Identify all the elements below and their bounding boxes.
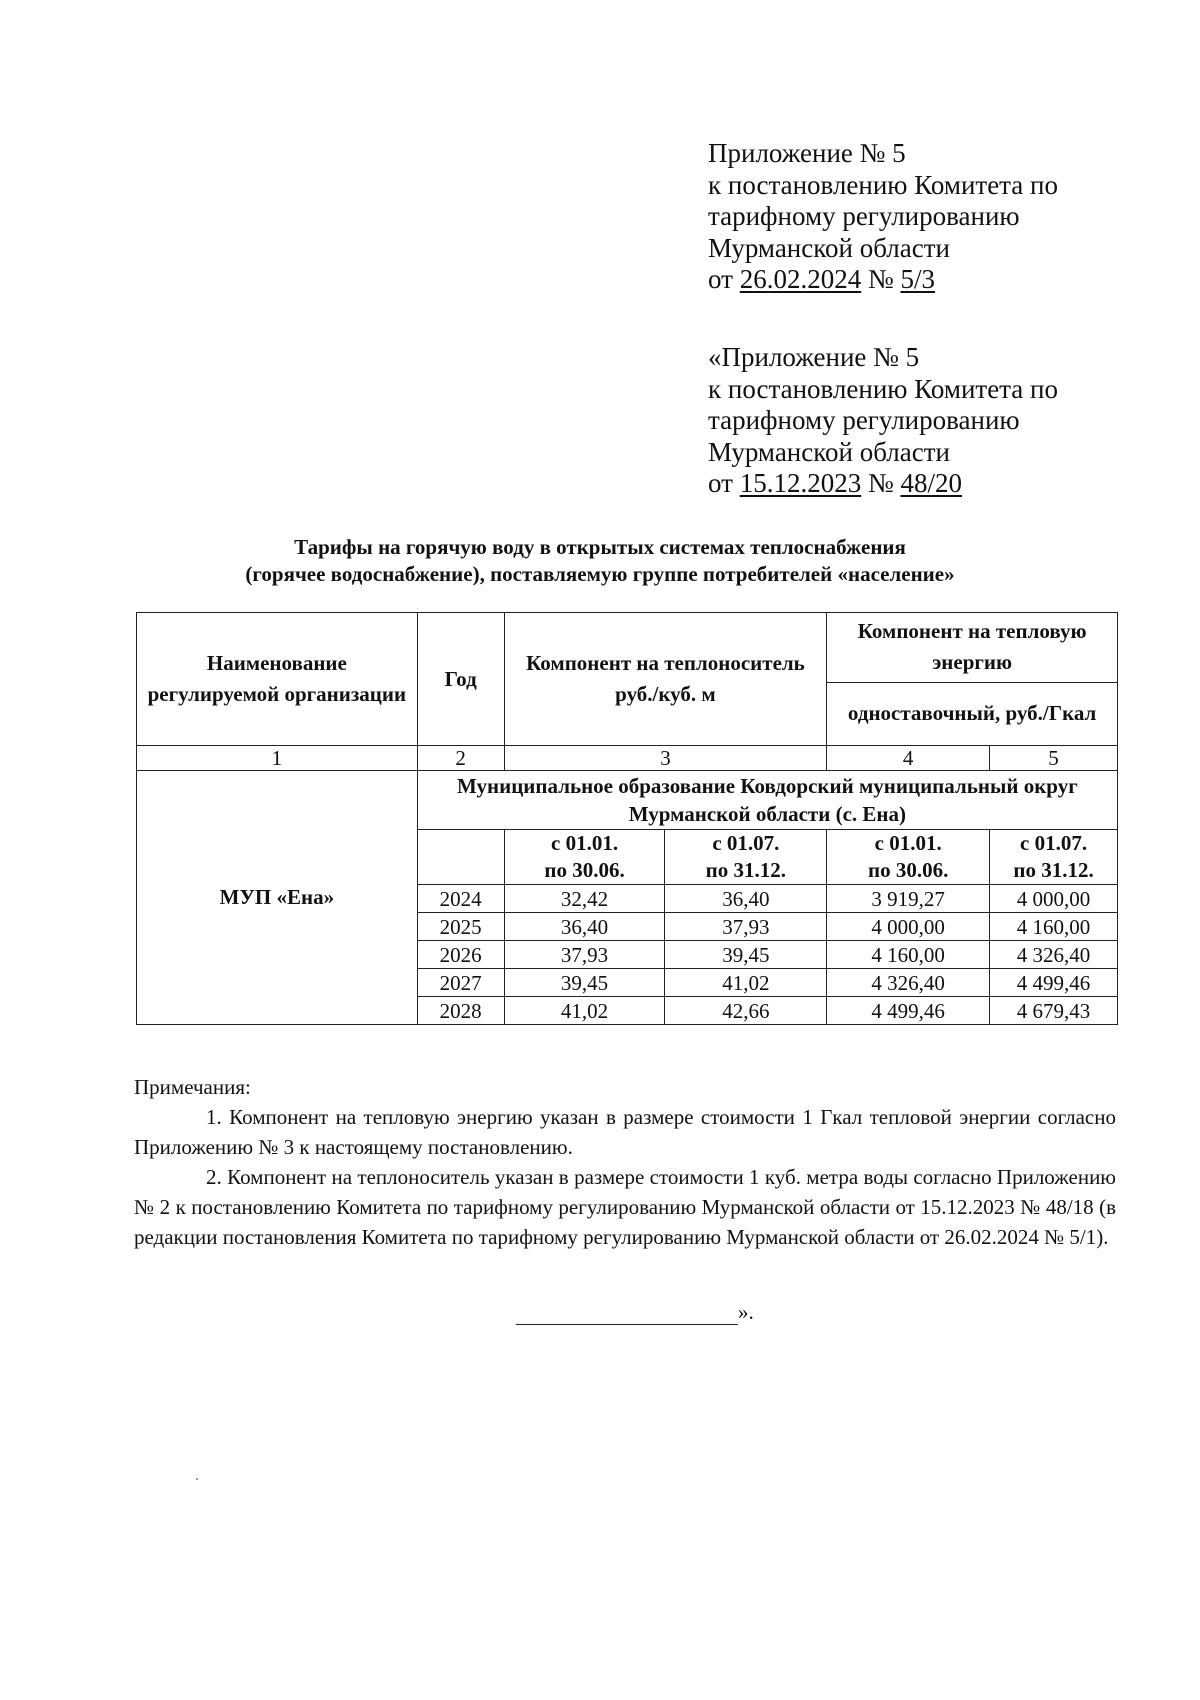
carrier-h2-cell: 42,66	[665, 997, 827, 1025]
appendix-date: 26.02.2024	[739, 264, 862, 294]
header-energy: Компонент на тепловую энергию	[827, 613, 1118, 683]
period-empty-cell	[417, 830, 504, 885]
carrier-h2-cell: 39,45	[665, 941, 827, 969]
year-cell: 2025	[417, 913, 504, 941]
closing-mark	[516, 1300, 754, 1325]
energy-h2-cell: 4 679,43	[990, 997, 1118, 1025]
appendix-date-line	[708, 468, 1058, 500]
closing-line	[516, 1304, 738, 1325]
column-number: 3	[504, 746, 827, 771]
header-organization: Наименование регулируемой организации	[137, 613, 418, 746]
date-prefix: от	[708, 264, 740, 294]
note-item: 2. Компонент на теплоноситель указан в размере стоимости 1 куб. метра воды согласно Приложению № 2 к постановлению Комитета по тарифному регулированию Мурманской области от 15.12.2023 № 48/18 (в редакции постановления Комитета по тарифному регулированию Мурманской области от 26.02.2024 № 5/1).	[134, 1165, 1116, 1249]
title-line: Тарифы на горячую воду в открытых системах теплоснабжения	[294, 535, 906, 559]
year-cell: 2026	[417, 941, 504, 969]
appendix-line: к постановлению Комитета по	[708, 169, 1058, 200]
appendix-line: тарифному регулированию	[708, 405, 1020, 435]
appendix-line: Приложение № 5	[708, 138, 906, 168]
carrier-h1-cell: 41,02	[504, 997, 665, 1025]
column-number: 4	[827, 746, 990, 771]
period-header: с 01.07. по 31.12.	[665, 830, 827, 885]
appendix-line: «Приложение № 5	[708, 342, 920, 372]
date-prefix: от	[708, 468, 740, 498]
header-energy-sub: одноставочный, руб./Гкал	[827, 682, 1118, 745]
period-header: с 01.01. по 30.06.	[827, 830, 990, 885]
column-number: 5	[990, 746, 1118, 771]
year-cell: 2024	[417, 885, 504, 913]
tariffs-table	[136, 612, 1118, 1025]
municipality-name: Муниципальное образование Ковдорский муниципальный округ Мурманской области (с. Ена)	[417, 771, 1117, 830]
energy-h1-cell: 4 000,00	[827, 913, 990, 941]
energy-h2-cell: 4 326,40	[990, 941, 1118, 969]
number-prefix: №	[861, 468, 901, 498]
header-carrier: Компонент на теплоноситель руб./куб. м	[504, 613, 827, 746]
notes-section	[134, 1072, 1116, 1252]
appendix-line: к постановлению Комитета по	[708, 373, 1058, 404]
carrier-h2-cell: 37,93	[665, 913, 827, 941]
year-cell: 2027	[417, 969, 504, 997]
note-item: 1. Компонент на тепловую энергию указан в размере стоимости 1 Гкал тепловой энергии согласно Приложению № 3 к настоящему постановлению.	[134, 1105, 1116, 1159]
carrier-h2-cell: 36,40	[665, 885, 827, 913]
energy-h2-cell: 4 499,46	[990, 969, 1118, 997]
title-line: (горячее водоснабжение), поставляемую группе потребителей «население»	[245, 562, 955, 586]
carrier-h1-cell: 36,40	[504, 913, 665, 941]
closing-quote: ».	[738, 1300, 754, 1324]
carrier-h1-cell: 39,45	[504, 969, 665, 997]
quoted-appendix-header	[708, 342, 1058, 500]
appendix-number: 48/20	[900, 468, 962, 498]
appendix-date: 15.12.2023	[739, 468, 862, 498]
organization-name: МУП «Ена»	[137, 771, 418, 1025]
column-number: 1	[137, 746, 418, 771]
column-number: 2	[417, 746, 504, 771]
header-year: Год	[417, 613, 504, 746]
period-header: с 01.01. по 30.06.	[504, 830, 665, 885]
energy-h1-cell: 4 160,00	[827, 941, 990, 969]
year-cell: 2028	[417, 997, 504, 1025]
appendix-line: Мурманской области	[708, 232, 950, 263]
energy-h1-cell: 4 326,40	[827, 969, 990, 997]
document-title	[120, 534, 1080, 588]
appendix-line: тарифному регулированию	[708, 201, 1020, 231]
appendix-header	[708, 138, 1058, 296]
energy-h2-cell: 4 160,00	[990, 913, 1118, 941]
period-header: с 01.07. по 31.12.	[990, 830, 1118, 885]
scan-speck	[196, 1478, 198, 1480]
notes-heading: Примечания:	[134, 1075, 251, 1099]
energy-h1-cell: 3 919,27	[827, 885, 990, 913]
energy-h1-cell: 4 499,46	[827, 997, 990, 1025]
appendix-line: Мурманской области	[708, 436, 950, 467]
carrier-h2-cell: 41,02	[665, 969, 827, 997]
energy-h2-cell: 4 000,00	[990, 885, 1118, 913]
number-prefix: №	[861, 264, 901, 294]
appendix-date-line	[708, 264, 1058, 296]
carrier-h1-cell: 32,42	[504, 885, 665, 913]
appendix-number: 5/3	[900, 264, 935, 294]
carrier-h1-cell: 37,93	[504, 941, 665, 969]
